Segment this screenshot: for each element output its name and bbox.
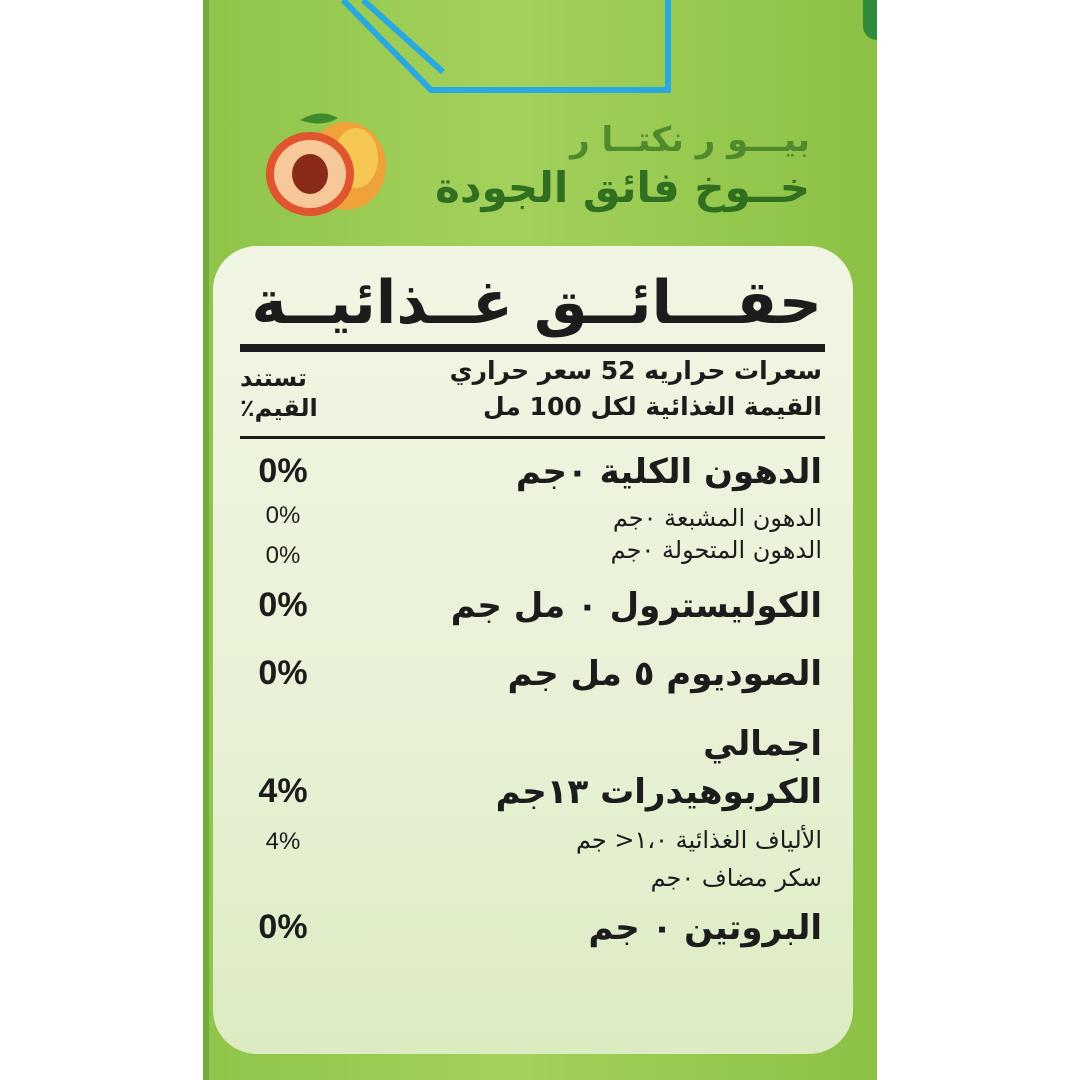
brand-block xyxy=(435,118,810,214)
cholesterol-label: الكوليسترول ٠ مل جم xyxy=(450,586,822,626)
cholesterol-pct: 0% xyxy=(258,586,308,624)
sodium-label: الصوديوم ٥ مل جم xyxy=(507,654,822,694)
nutrition-title: حقـــائــق غــذائيــة xyxy=(251,268,822,338)
serving-line: القيمة الغذائية لكل 100 مل xyxy=(483,392,822,421)
total-fat-pct: 0% xyxy=(258,452,308,490)
brand-name: خــوخ فائق الجودة xyxy=(435,163,810,212)
protein-pct: 0% xyxy=(258,908,308,946)
added-sugar-label: سكر مضاف ٠جم xyxy=(650,864,822,892)
fiber-label: الألياف الغذائية ١،٠< جم xyxy=(575,826,822,854)
sodium-pct: 0% xyxy=(258,654,308,692)
saturated-fat-pct: 0% xyxy=(265,502,301,529)
calories-line: سعرات حراريه 52 سعر حراري xyxy=(449,356,822,385)
total-fat-label: الدهون الكلية ٠جم xyxy=(515,452,822,492)
fiber-pct: 4% xyxy=(265,828,301,855)
carbs-label-line1: اجمالي xyxy=(703,724,822,764)
header-divider xyxy=(240,436,825,439)
peach-icon xyxy=(260,108,390,220)
dv-header-1: تستند xyxy=(240,364,307,392)
carbs-pct: 4% xyxy=(258,772,308,810)
saturated-fat-label: الدهون المشبعة ٠جم xyxy=(612,504,822,532)
brand-subtitle: بيـــو ر نكتــا ر xyxy=(570,120,810,160)
top-logo-shape xyxy=(203,0,877,100)
title-divider xyxy=(240,344,825,352)
carbs-label-line2: الكربوهيدرات ١٣جم xyxy=(495,772,822,812)
trans-fat-pct: 0% xyxy=(265,542,301,569)
panel-left-edge xyxy=(203,0,209,1080)
protein-label: البروتين ٠ جم xyxy=(588,908,822,948)
panel-corner xyxy=(863,0,877,40)
dv-header-2: القيم٪ xyxy=(240,394,318,422)
trans-fat-label: الدهون المتحولة ٠جم xyxy=(610,536,822,564)
